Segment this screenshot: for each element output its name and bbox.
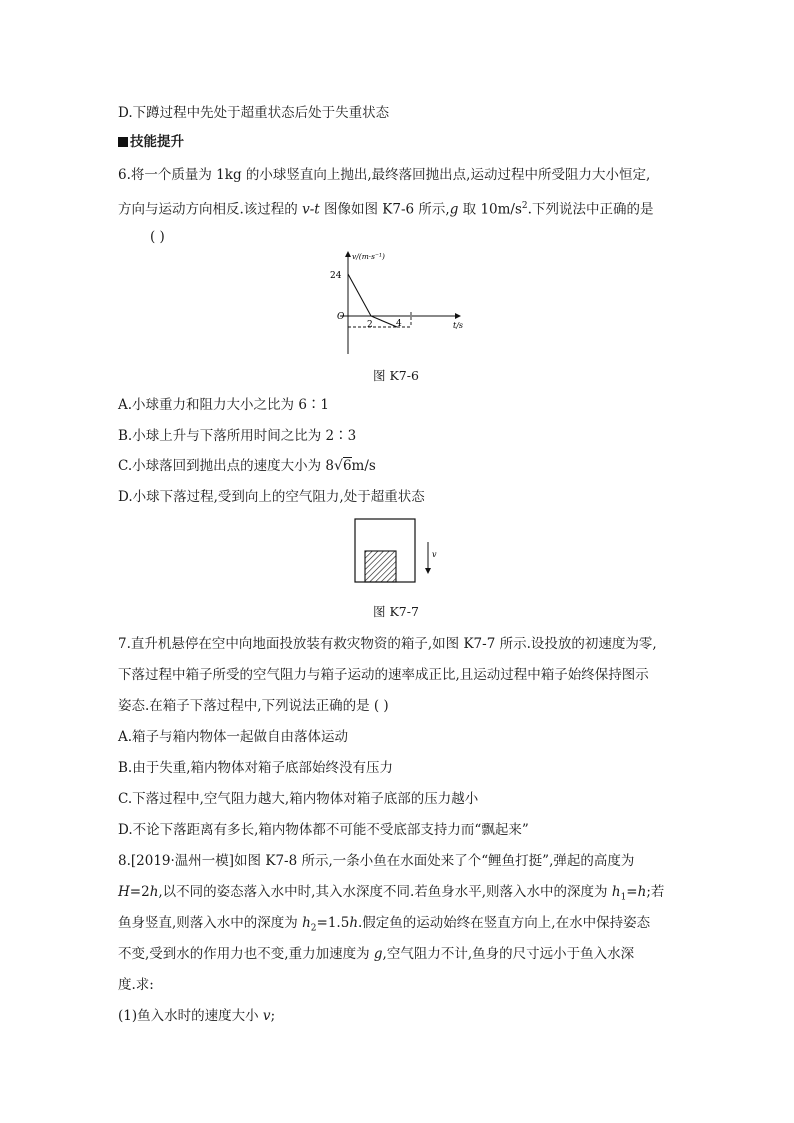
q8-stem-line2: H=2h,以不同的姿态落入水中时,其入水深度不同.若鱼身水平,则落入水中的深度为 $h_1=h$;若 xyxy=(118,884,665,903)
section-marker xyxy=(118,137,128,147)
q7-stem-line1: 7.直升机悬停在空中向地面投放装有救灾物资的箱子,如图 K7-7 所示.设投放的初速度为零, xyxy=(118,636,657,652)
inner-object xyxy=(365,551,396,582)
q7-option-b: B.由于失重,箱内物体对箱子底部始终没有压力 xyxy=(118,760,394,776)
q6-stem-line1: 6.将一个质量为 1kg 的小球竖直向上抛出,最终落回抛出点,运动过程中所受阻力大小恒定, xyxy=(118,167,651,183)
y-axis-label: v/(m·s⁻¹) xyxy=(352,252,385,261)
velocity-label: v xyxy=(432,550,437,559)
figure-k7-7 xyxy=(354,518,444,584)
q7-stem-line2: 下落过程中箱子所受的空气阻力与箱子运动的速率成正比,且运动过程中箱子始终保持图示 xyxy=(118,667,649,683)
q5-option-d: D.下蹲过程中先处于超重状态后处于失重状态 xyxy=(118,105,390,121)
q6-option-d: D.小球下落过程,受到向上的空气阻力,处于超重状态 xyxy=(118,489,425,505)
figure-k7-6 xyxy=(320,246,480,358)
q8-stem-line1: 8.[2019·温州一模]如图 K7-8 所示,一条小鱼在水面处来了个“鲤鱼打挺”,弹起的高度为 xyxy=(118,853,635,869)
tick-label-24: 24 xyxy=(330,271,342,281)
q7-option-d: D.不论下落距离有多长,箱内物体都不可能不受底部支持力而“飘起来” xyxy=(118,822,529,838)
q7-option-c: C.下落过程中,空气阻力越大,箱内物体对箱子底部的压力越小 xyxy=(118,791,479,807)
q7-stem-line3: 姿态.在箱子下落过程中,下列说法正确的是 ( ) xyxy=(118,698,389,714)
q8-stem-line3: 鱼身竖直,则落入水中的深度为 $h_2=1.5h$.假定鱼的运动始终在竖直方向上,在水中保持姿态 xyxy=(118,915,651,934)
q6-option-a: A.小球重力和阻力大小之比为 6∶1 xyxy=(118,397,330,413)
section-heading: 技能提升 xyxy=(118,133,184,151)
figure-k7-6-caption: 图 K7-6 xyxy=(373,368,419,383)
q7-option-a: A.箱子与箱内物体一起做自由落体运动 xyxy=(118,729,349,745)
figure-k7-7-caption: 图 K7-7 xyxy=(373,604,419,619)
q6-answer-paren: ( ) xyxy=(150,229,165,245)
q8-stem-line4: 不变,受到水的作用力也不变,重力加速度为 g,空气阻力不计,鱼身的尺寸远小于鱼入水深 xyxy=(118,946,635,962)
q8-subquestion-1: (1)鱼入水时的速度大小 v; xyxy=(118,1008,276,1024)
q6-option-c: C.小球落回到抛出点的速度大小为 8√6m/s xyxy=(118,458,376,474)
origin-label: O xyxy=(337,312,345,322)
q8-stem-line5: 度.求: xyxy=(118,977,154,993)
velocity-arrowhead xyxy=(425,568,431,574)
q6-option-b: B.小球上升与下落所用时间之比为 2∶3 xyxy=(118,428,357,444)
tick-label-2: 2 xyxy=(367,320,373,330)
tick-label-4: 4 xyxy=(396,319,402,329)
x-axis-label: t/s xyxy=(453,321,464,330)
sqrt-sign: √ xyxy=(334,458,343,474)
q6-stem-line2: 方向与运动方向相反.该过程的 v-t 图像如图 K7-6 所示,g 取 $10m/s^2$.下列说法中正确的是 xyxy=(118,201,654,218)
